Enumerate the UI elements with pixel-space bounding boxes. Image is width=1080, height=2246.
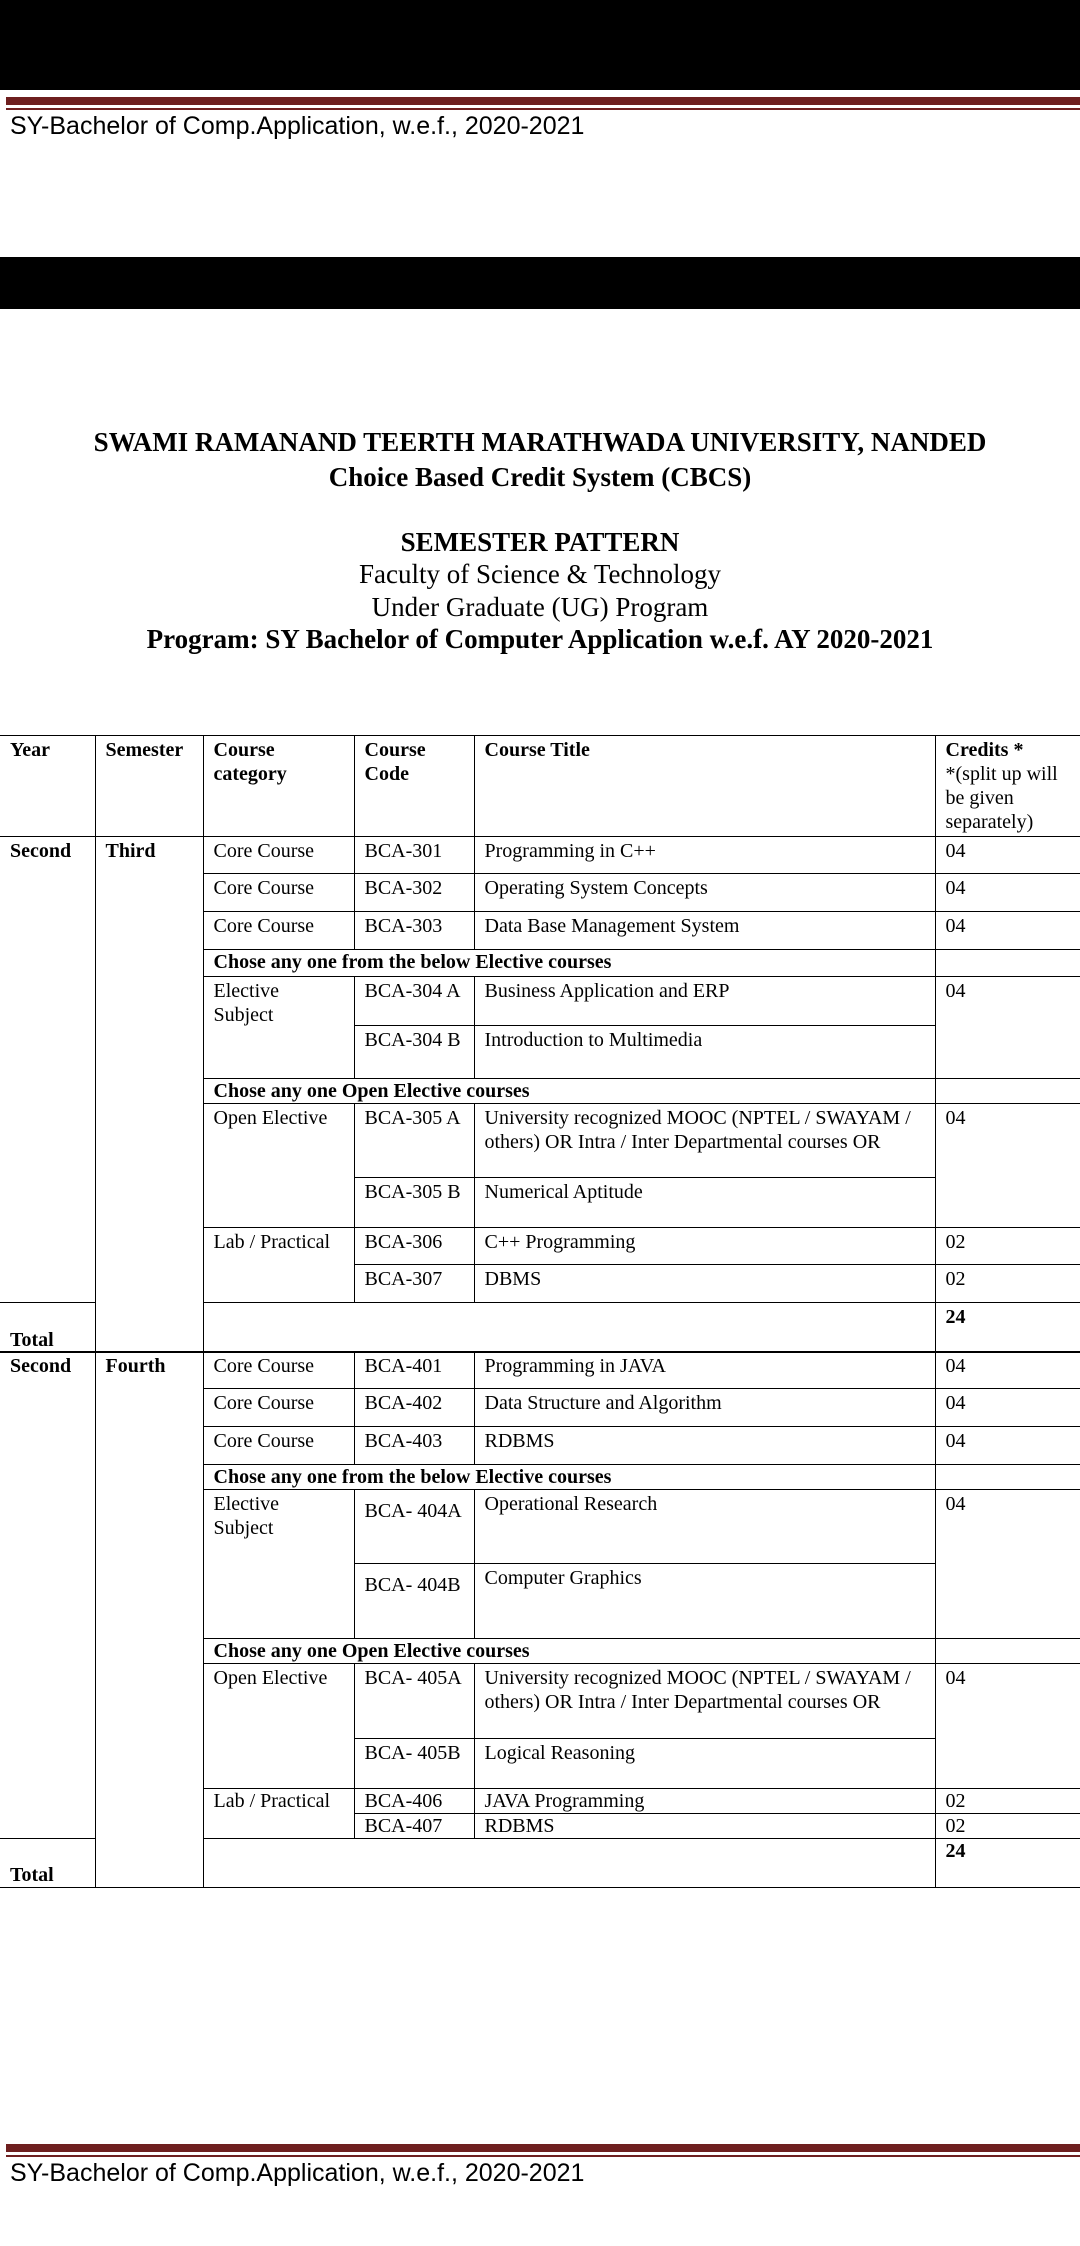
- title-cell: C++ Programming: [474, 1228, 935, 1265]
- header-credits: [935, 736, 1080, 837]
- code-cell: BCA-306: [354, 1228, 474, 1265]
- code-cell: BCA-402: [354, 1389, 474, 1427]
- code-cell: BCA-305 B: [354, 1178, 474, 1228]
- university-title: SWAMI RAMANAND TEERTH MARATHWADA UNIVERSITY, NANDED: [93, 427, 987, 457]
- running-header: SY-Bachelor of Comp.Application, w.e.f., 2020-2021: [10, 112, 585, 140]
- semester-cell: Fourth: [95, 1352, 203, 1888]
- header-credits-label: Credits *: [945, 739, 1024, 761]
- header-semester: Semester: [95, 736, 203, 837]
- title-cell: University recognized MOOC (NPTEL / SWAYAM / others) OR Intra / Inter Departmental courses OR: [474, 1104, 935, 1178]
- footer-rule: [6, 2144, 1080, 2152]
- total-row: [0, 1839, 1080, 1888]
- category-cell: Core Course: [203, 1352, 354, 1389]
- category-cell: Lab / Practical: [203, 1228, 354, 1303]
- program-title: Program: SY Bachelor of Computer Application w.e.f. AY 2020-2021: [146, 624, 934, 654]
- credits-cell: 04: [935, 1104, 1080, 1228]
- table-row: [0, 837, 1080, 874]
- credits-cell: 02: [935, 1789, 1080, 1814]
- code-cell: BCA-407: [354, 1814, 474, 1839]
- total-credits: 24: [935, 1839, 1080, 1888]
- total-label: Total: [0, 1839, 935, 1888]
- total-credits: 24: [935, 1303, 1080, 1353]
- code-cell: BCA- 405B: [354, 1739, 474, 1789]
- credits-cell: 04: [935, 1389, 1080, 1427]
- credits-cell: 04: [935, 874, 1080, 912]
- credits-cell: 02: [935, 1265, 1080, 1303]
- title-cell: Programming in JAVA: [474, 1352, 935, 1389]
- middle-black-bar: [0, 257, 1080, 309]
- semester-pattern-title: SEMESTER PATTERN: [400, 527, 680, 557]
- title-cell: RDBMS: [474, 1814, 935, 1839]
- top-black-bar: [0, 0, 1080, 90]
- header-category: Course category: [203, 736, 354, 837]
- faculty-title: Faculty of Science & Technology: [358, 559, 722, 589]
- code-cell: BCA-304 B: [354, 1026, 474, 1079]
- code-cell: BCA- 405A: [354, 1664, 474, 1739]
- header-row: [0, 736, 1080, 837]
- table-row: [0, 1352, 1080, 1389]
- header-rule: [6, 97, 1080, 105]
- header-code: Course Code: [354, 736, 474, 837]
- code-cell: BCA-301: [354, 837, 474, 874]
- credits-cell: 04: [935, 1352, 1080, 1389]
- title-cell: Numerical Aptitude: [474, 1178, 935, 1228]
- credits-cell: 04: [935, 1490, 1080, 1639]
- code-cell: BCA- 404A: [354, 1490, 474, 1564]
- open-elective-note: Chose any one Open Elective courses: [203, 1079, 935, 1104]
- credits-cell: 04: [935, 1664, 1080, 1789]
- title-cell: JAVA Programming: [474, 1789, 935, 1814]
- code-cell: BCA- 404B: [354, 1564, 474, 1639]
- category-cell: Core Course: [203, 874, 354, 912]
- total-label: Total: [0, 1303, 935, 1353]
- title-cell: Data Structure and Algorithm: [474, 1389, 935, 1427]
- category-cell: Core Course: [203, 1389, 354, 1427]
- open-elective-note: Chose any one Open Elective courses: [203, 1639, 935, 1664]
- title-cell: Data Base Management System: [474, 912, 935, 950]
- year-cell: Second: [0, 1352, 95, 1389]
- credits-cell: 04: [935, 837, 1080, 874]
- cbcs-title: Choice Based Credit System (CBCS): [328, 462, 752, 492]
- title-cell: Operating System Concepts: [474, 874, 935, 912]
- credits-cell: 02: [935, 1228, 1080, 1265]
- title-cell: Introduction to Multimedia: [474, 1026, 935, 1079]
- category-cell: Core Course: [203, 912, 354, 950]
- title-cell: Operational Research: [474, 1490, 935, 1564]
- code-cell: BCA-304 A: [354, 977, 474, 1026]
- category-cell: Elective Subject: [203, 977, 354, 1079]
- code-cell: BCA-406: [354, 1789, 474, 1814]
- header-rule-thin: [6, 108, 1080, 110]
- program-level-title: Under Graduate (UG) Program: [371, 592, 709, 622]
- footer-rule-thin: [6, 2155, 1080, 2157]
- credits-cell: 04: [935, 1427, 1080, 1465]
- credits-cell: 04: [935, 977, 1080, 1079]
- title-cell: DBMS: [474, 1265, 935, 1303]
- code-cell: BCA-303: [354, 912, 474, 950]
- title-cell: Computer Graphics: [474, 1564, 935, 1639]
- total-row: [0, 1303, 1080, 1353]
- header-year: Year: [0, 736, 95, 837]
- header-title: Course Title: [474, 736, 935, 837]
- category-cell: Open Elective: [203, 1664, 354, 1789]
- code-cell: BCA-403: [354, 1427, 474, 1465]
- credits-cell: 04: [935, 912, 1080, 950]
- semester-cell: Third: [95, 837, 203, 1353]
- code-cell: BCA-305 A: [354, 1104, 474, 1178]
- code-cell: BCA-302: [354, 874, 474, 912]
- category-cell: Elective Subject: [203, 1490, 354, 1639]
- category-cell: Lab / Practical: [203, 1789, 354, 1839]
- course-table-sem4: [0, 1351, 1080, 1888]
- category-cell: Open Elective: [203, 1104, 354, 1228]
- course-table: [0, 735, 1080, 1353]
- header-credits-note: *(split up will be given separately): [945, 763, 1058, 833]
- credits-cell: 02: [935, 1814, 1080, 1839]
- running-footer: SY-Bachelor of Comp.Application, w.e.f., 2020-2021: [10, 2159, 585, 2187]
- elective-note: Chose any one from the below Elective courses: [203, 950, 935, 977]
- code-cell: BCA-401: [354, 1352, 474, 1389]
- code-cell: BCA-307: [354, 1265, 474, 1303]
- elective-note: Chose any one from the below Elective courses: [203, 1465, 935, 1490]
- title-cell: Logical Reasoning: [474, 1739, 935, 1789]
- category-cell: Core Course: [203, 837, 354, 874]
- title-cell: University recognized MOOC (NPTEL / SWAYAM / others) OR Intra / Inter Departmental courses OR: [474, 1664, 935, 1739]
- title-cell: RDBMS: [474, 1427, 935, 1465]
- title-cell: Programming in C++: [474, 837, 935, 874]
- category-cell: Core Course: [203, 1427, 354, 1465]
- title-cell: Business Application and ERP: [474, 977, 935, 1026]
- year-cell: Second: [0, 837, 95, 874]
